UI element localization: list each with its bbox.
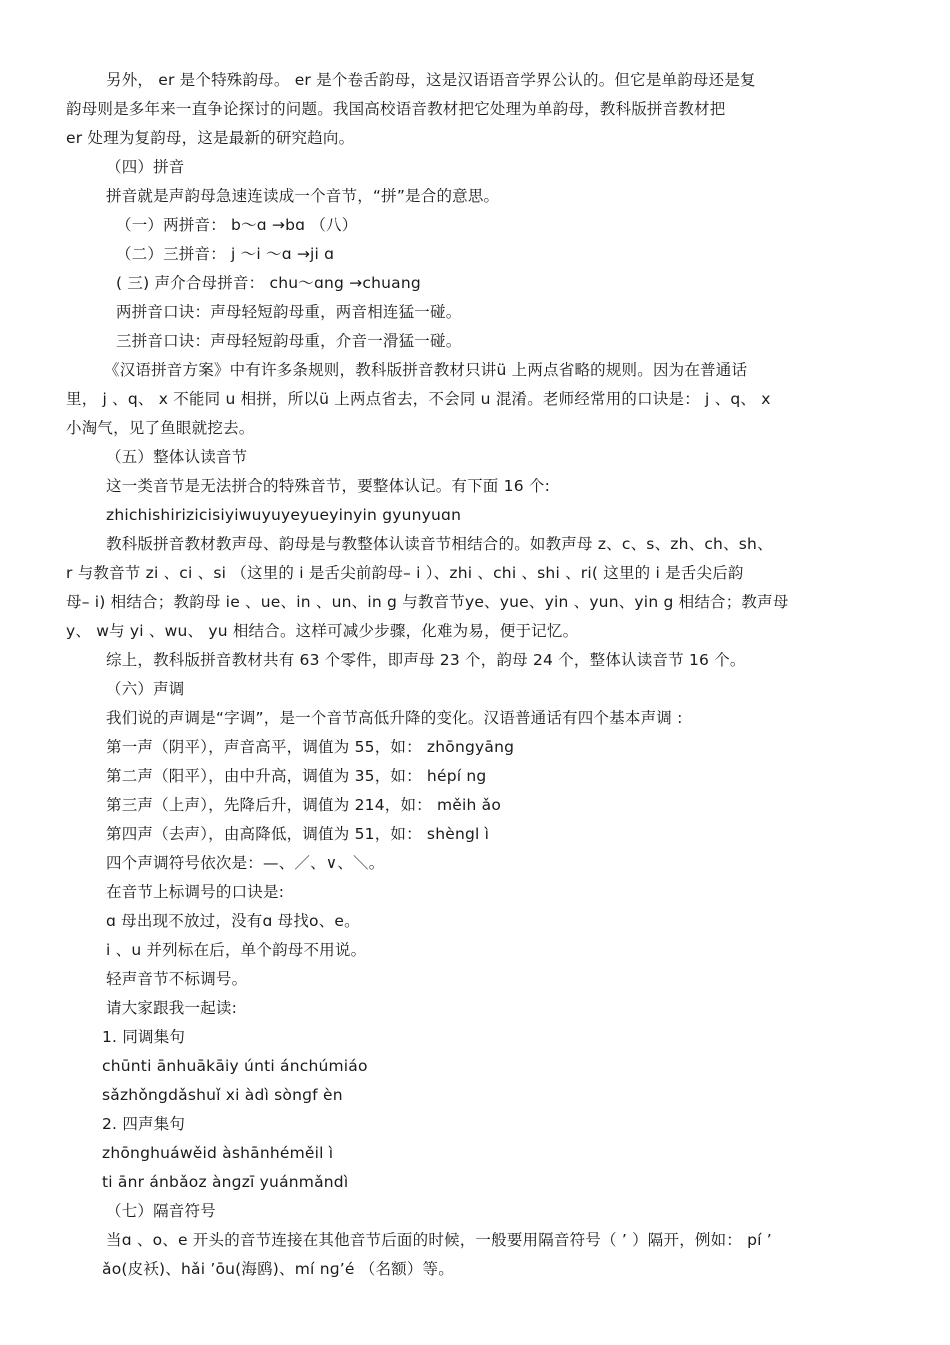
paragraph-line: 这一类音节是无法拼合的特殊音节，要整体认记。有下面 16 个: xyxy=(106,477,551,495)
list-item: 第三声（上声），先降后升，调值为 214，如： měih ǎo xyxy=(106,796,502,814)
paragraph-line: 母– i) 相结合；教韵母 ie 、ue、in 、un、in g 与教音节ye、yue、yin 、yun、yin g 相结合；教声母 xyxy=(66,593,789,611)
section-heading: （五）整体认读音节 xyxy=(106,448,248,466)
paragraph-line: 两拼音口诀：声母轻短韵母重，两音相连猛一碰。 xyxy=(116,303,462,321)
paragraph-line: 我们说的声调是“字调”，是一个音节高低升降的变化。汉语普通话有四个基本声调 : xyxy=(106,709,683,727)
pinyin-line: sǎzhǒngdǎshuǐ xi àdì sònɡf èn xyxy=(102,1086,343,1104)
list-item: 第二声（阳平），由中升高，调值为 35，如： hépí ng xyxy=(106,767,487,785)
paragraph-line: zhichishirizicisiyiwuyuyeyueyinyin gyunyuɑn xyxy=(106,506,462,524)
paragraph-line: 轻声音节不标调号。 xyxy=(106,970,248,988)
list-item: （二）三拼音： j ～i ～ɑ →ji ɑ xyxy=(116,245,335,263)
paragraph-line: 拼音就是声韵母急速连读成一个音节，“拼”是合的意思。 xyxy=(106,187,500,205)
paragraph-line: i 、u 并列标在后，单个韵母不用说。 xyxy=(106,941,367,959)
list-item: （一）两拼音： b～ɑ →bɑ （八） xyxy=(116,216,358,234)
paragraph-line: 教科版拼音教材教声母、韵母是与教整体认读音节相结合的。如教声母 z、c、s、zh、ch、sh、 xyxy=(106,535,773,553)
list-item: 第四声（去声），由高降低，调值为 51，如： shèngl ì xyxy=(106,825,490,843)
pinyin-line: ti ānr ánbǎoz ànɡzī yuánmǎndì xyxy=(102,1173,349,1191)
section-heading: （七）隔音符号 xyxy=(106,1202,216,1220)
paragraph-line: ɑ 母出现不放过，没有ɑ 母找o、e。 xyxy=(106,912,360,930)
list-item: 第一声（阴平），声音高平，调值为 55，如： zhōngyāng xyxy=(106,738,515,756)
section-heading: （六）声调 xyxy=(106,680,185,698)
paragraph-line: 里， j 、q、 x 不能同 u 相拼，所以ü 上两点省去，不会同 u 混淆。老师经常用的口诀是： j 、q、 x xyxy=(66,390,771,408)
paragraph-line: 四个声调符号依次是：—、／、∨、＼。 xyxy=(106,854,385,872)
paragraph-line: 请大家跟我一起读: xyxy=(106,999,238,1017)
paragraph-line: y、 w与 yi 、wu、 yu 相结合。这样可减少步骤，化难为易，便于记忆。 xyxy=(66,622,579,640)
paragraph-line: 三拼音口诀：声母轻短韵母重，介音一滑猛一碰。 xyxy=(116,332,462,350)
paragraph-line: 当ɑ 、o、e 开头的音节连接在其他音节后面的时候，一般要用隔音符号（ ’ ）隔开，例如： pí ’ xyxy=(106,1231,772,1249)
pinyin-line: zhōnghuáwěid àshānhéměil ì xyxy=(102,1144,334,1162)
list-item: 1. 同调集句 xyxy=(102,1028,186,1046)
paragraph-line: 另外， er 是个特殊韵母。 er 是个卷舌韵母，这是汉语语音学界公认的。但它是单韵母还是复 xyxy=(106,71,756,89)
paragraph-line: ǎo(皮袄)、hǎi ’ōu(海鸥)、mí nɡ’é （名额）等。 xyxy=(102,1260,454,1278)
paragraph-line: er 处理为复韵母，这是最新的研究趋向。 xyxy=(66,129,355,147)
paragraph-line: 《汉语拼音方案》中有许多条规则，教科版拼音教材只讲ü 上两点省略的规则。因为在普通话 xyxy=(104,361,748,379)
list-item: 2. 四声集句 xyxy=(102,1115,186,1133)
paragraph-line: 综上，教科版拼音教材共有 63 个零件，即声母 23 个，韵母 24 个，整体认读音节 16 个。 xyxy=(106,651,746,669)
paragraph-line: 小淘气，见了鱼眼就挖去。 xyxy=(66,419,255,437)
paragraph-line: 在音节上标调号的口诀是: xyxy=(106,883,285,901)
paragraph-line: r 与教音节 zi 、ci 、si （这里的 i 是舌尖前韵母– i ）、zhi 、chi 、shi 、ri( 这里的 i 是舌尖后韵 xyxy=(66,564,744,582)
section-heading: （四）拼音 xyxy=(106,158,185,176)
pinyin-line: chūnti ānhuākāiy únti ánchúmiáo xyxy=(102,1057,368,1075)
list-item: ( 三) 声介合母拼音： chu～ɑng →chuang xyxy=(116,274,421,292)
paragraph-line: 韵母则是多年来一直争论探讨的问题。我国高校语音教材把它处理为单韵母，教科版拼音教材把 xyxy=(66,100,726,118)
